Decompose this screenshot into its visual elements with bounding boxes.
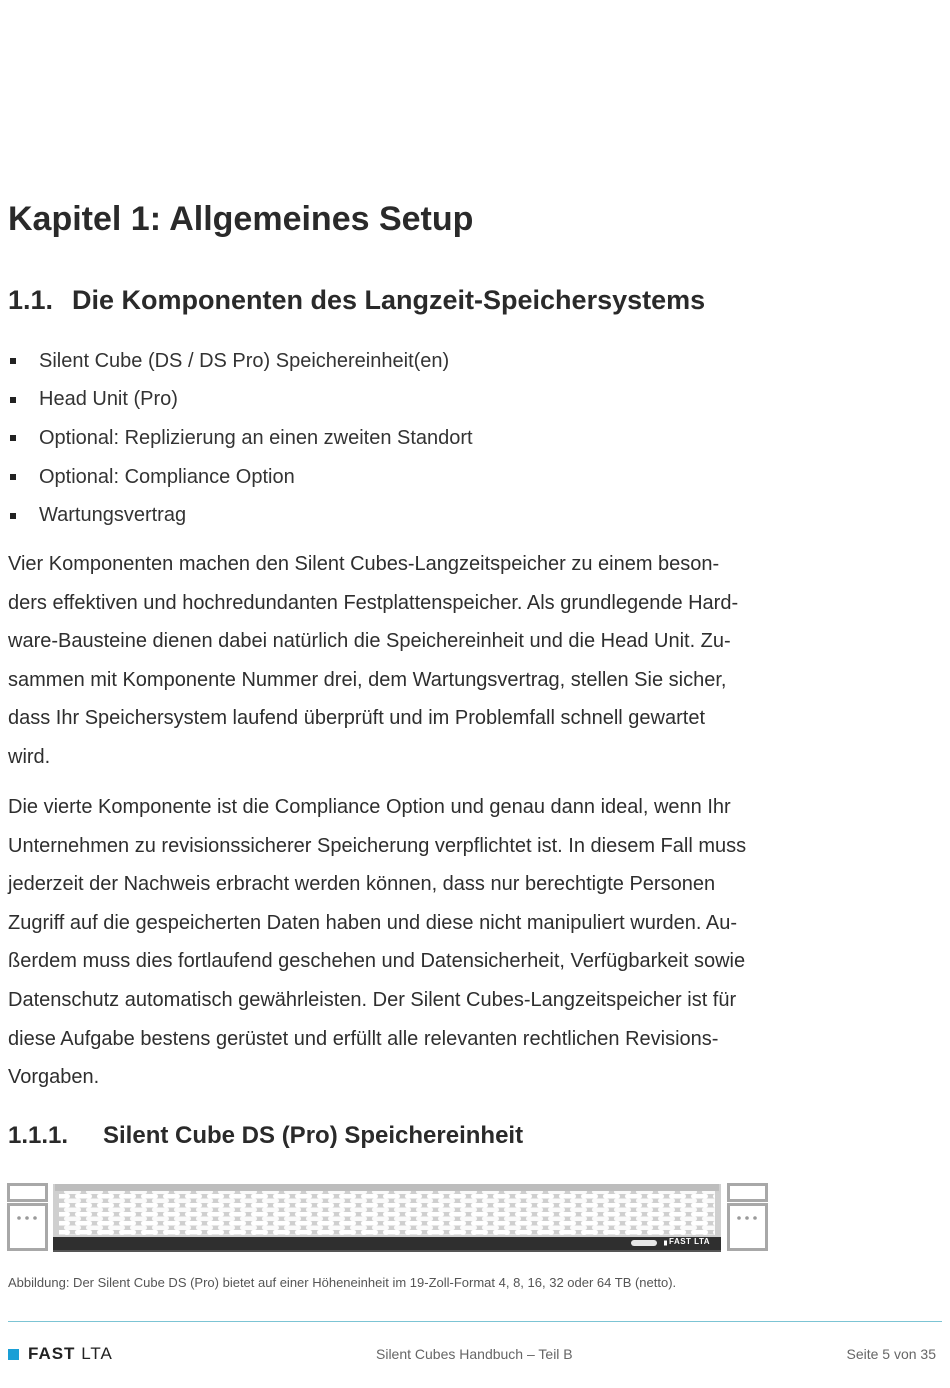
bullet-square-icon: [10, 513, 16, 519]
paragraph-line: dass Ihr Speichersystem laufend überprüft und im Problemfall schnell gewartet: [8, 707, 706, 730]
subsection-title: Silent Cube DS (Pro) Speichereinheit: [103, 1122, 524, 1149]
paragraph-intro: [8, 545, 788, 777]
bullet-square-icon: [10, 474, 16, 480]
list-item-text: Optional: Replizierung an einen zweiten Standort: [39, 426, 473, 449]
chapter-title: Kapitel 1: Allgemeines Setup: [8, 200, 474, 238]
subsection-heading: [8, 1122, 523, 1150]
paragraph-line: diese Aufgabe bestens gerüstet und erfüllt alle relevanten rechtlichen Revisions-: [8, 1027, 719, 1050]
section-heading: [8, 285, 705, 316]
list-item: [8, 342, 473, 381]
logo-bold: FAST: [28, 1344, 76, 1363]
paragraph-line: sammen mit Komponente Nummer drei, dem Wartungsvertrag, stellen Sie sicher,: [8, 668, 727, 691]
footer-page-number: Seite 5 von 35: [846, 1346, 936, 1362]
section-number: 1.1.: [8, 285, 54, 315]
subsection-number: 1.1.1.: [8, 1122, 69, 1149]
bullet-square-icon: [10, 358, 16, 364]
paragraph-line: wird.: [8, 745, 51, 768]
silent-cube-front-icon: [7, 1183, 769, 1253]
footer-divider: [8, 1321, 942, 1322]
section-title: Die Komponenten des Langzeit-Speichersystems: [72, 285, 706, 315]
device-badge-text: FAST LTA: [669, 1237, 711, 1246]
paragraph-line: jederzeit der Nachweis erbracht werden können, dass nur berechtigte Personen: [8, 873, 716, 896]
bullet-square-icon: [10, 397, 16, 403]
footer-document-title: Silent Cubes Handbuch – Teil B: [376, 1346, 573, 1362]
paragraph-line: ware-Bausteine dienen dabei natürlich die Speichereinheit und die Head Unit. Zu-: [8, 630, 731, 653]
device-illustration: [7, 1183, 769, 1258]
list-item-text: Optional: Compliance Option: [39, 465, 295, 488]
components-list: [8, 342, 473, 535]
paragraph-line: Datenschutz automatisch gewährleisten. Der Silent Cubes-Langzeitspeicher ist für: [8, 988, 737, 1011]
list-item: [8, 496, 473, 535]
logo-light: LTA: [81, 1344, 113, 1363]
paragraph-line: Vorgaben.: [8, 1066, 100, 1089]
paragraph-line: Zugriff auf die gespeicherten Daten haben und diese nicht manipuliert wurden. Au-: [8, 911, 737, 934]
logo-square-icon: [8, 1349, 19, 1360]
paragraph-line: ßerdem muss dies fortlaufend geschehen und Datensicherheit, Verfügbarkeit sowie: [8, 950, 746, 973]
paragraph-compliance: [8, 788, 788, 1097]
logo-text: [28, 1344, 113, 1364]
footer-logo: [8, 1344, 113, 1364]
paragraph-line: Unternehmen zu revisionssicherer Speicherung verpflichtet ist. In diesem Fall muss: [8, 834, 747, 857]
figure-caption: Abbildung: Der Silent Cube DS (Pro) bietet auf einer Höheneinheit im 19-Zoll-Format 4, 8, 16, 32 oder 64 TB (netto).: [8, 1275, 677, 1290]
paragraph-line: Die vierte Komponente ist die Compliance Option und genau dann ideal, wenn Ihr: [8, 796, 731, 818]
list-item-text: Head Unit (Pro): [39, 388, 178, 411]
bullet-square-icon: [10, 435, 16, 441]
list-item: [8, 458, 473, 497]
paragraph-line: ders effektiven und hochredundanten Festplattenspeicher. Als grundlegende Hard-: [8, 591, 739, 614]
list-item: [8, 419, 473, 458]
list-item: [8, 381, 473, 420]
list-item-text: Silent Cube (DS / DS Pro) Speichereinheit(en): [39, 349, 450, 372]
paragraph-line: Vier Komponenten machen den Silent Cubes-Langzeitspeicher zu einem beson-: [8, 553, 720, 575]
list-item-text: Wartungsvertrag: [39, 504, 187, 527]
